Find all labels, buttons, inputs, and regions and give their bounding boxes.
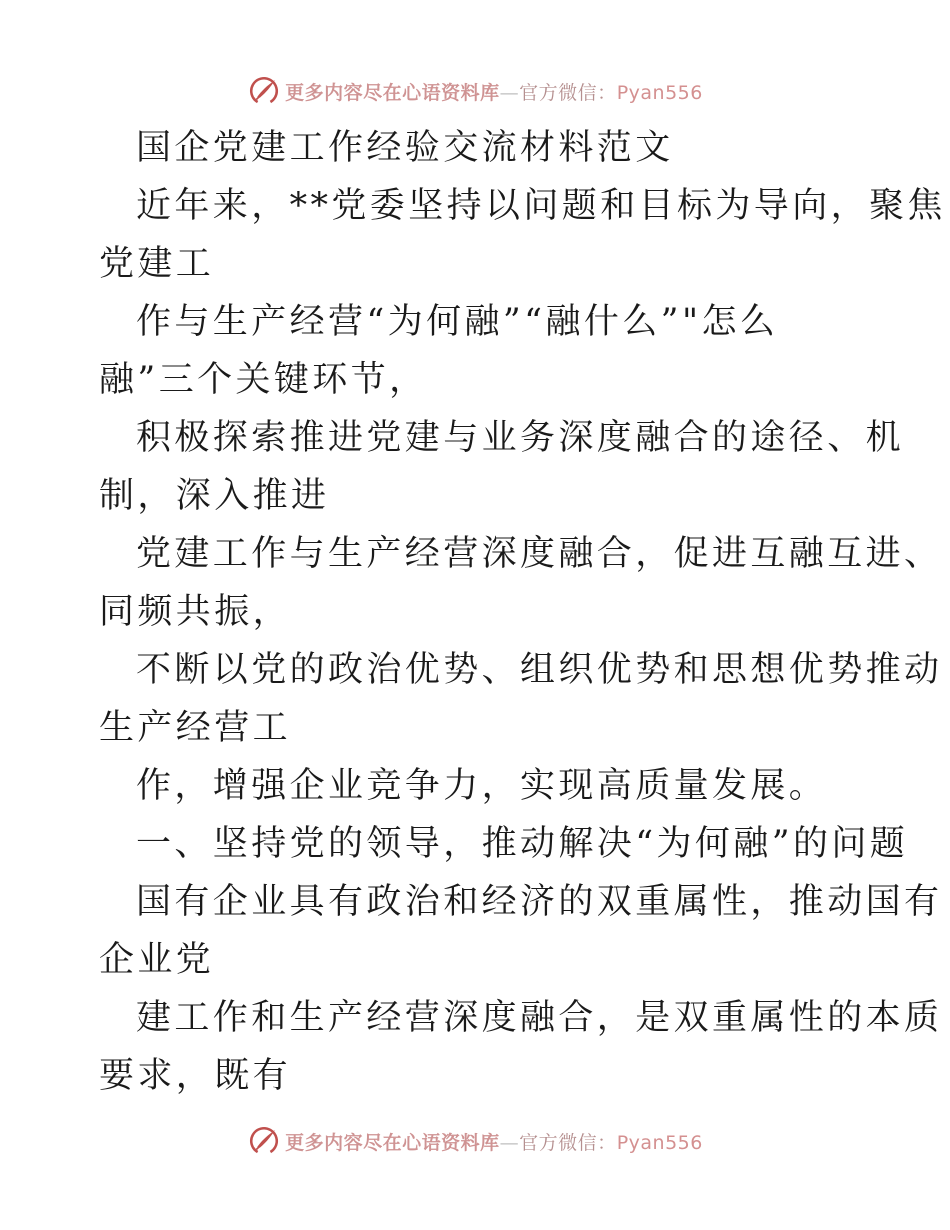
- paragraph-line: 不断以党的政治优势、组织优势和思想优势推动: [136, 650, 943, 690]
- paragraph-line: 积极探索推进党建与业务深度融合的途径、机: [136, 418, 905, 458]
- paragraph-line: 同频共振，: [99, 592, 292, 632]
- watermark-text: [285, 1128, 703, 1155]
- paragraph-line: 生产经营工: [99, 708, 292, 748]
- paragraph-line: 作，增强企业竞争力，实现高质量发展。: [136, 766, 828, 806]
- watermark-subtitle: 官方微信：: [519, 1131, 617, 1154]
- watermark-text: [285, 78, 703, 105]
- paragraph-line: 国有企业具有政治和经济的双重属性，推动国有: [136, 882, 943, 922]
- quill-logo-icon: [247, 74, 281, 108]
- paragraph-line: 要求，既有: [99, 1056, 292, 1096]
- quill-logo-icon: [247, 1124, 281, 1158]
- paragraph-line: 作与生产经营“为何融”“融什么”"怎么: [136, 302, 779, 342]
- watermark-brand: 更多内容尽在心语资料库: [285, 1131, 500, 1154]
- watermark-id: Pyan556: [616, 1131, 703, 1154]
- section-heading: 一、坚持党的领导，推动解决“为何融”的问题: [136, 824, 909, 864]
- header-watermark: [0, 71, 950, 111]
- watermark-id: Pyan556: [616, 81, 703, 104]
- paragraph-line: 融”三个关键环节，: [99, 360, 428, 400]
- watermark-subtitle: 官方微信：: [519, 81, 617, 104]
- paragraph-line: 党建工: [99, 244, 215, 284]
- watermark-separator: —: [499, 1131, 520, 1154]
- paragraph-line: 制，深入推进: [99, 476, 330, 516]
- footer-watermark: [0, 1121, 950, 1161]
- paragraph-line: 近年来，**党委坚持以问题和目标为导向，聚焦: [136, 186, 946, 226]
- watermark-brand: 更多内容尽在心语资料库: [285, 81, 500, 104]
- paragraph-line: 建工作和生产经营深度融合，是双重属性的本质: [136, 998, 943, 1038]
- paragraph-line: 党建工作与生产经营深度融合，促进互融互进、: [136, 534, 943, 574]
- document-title: 国企党建工作经验交流材料范文: [136, 128, 674, 168]
- paragraph-line: 企业党: [99, 940, 215, 980]
- watermark-separator: —: [499, 81, 520, 104]
